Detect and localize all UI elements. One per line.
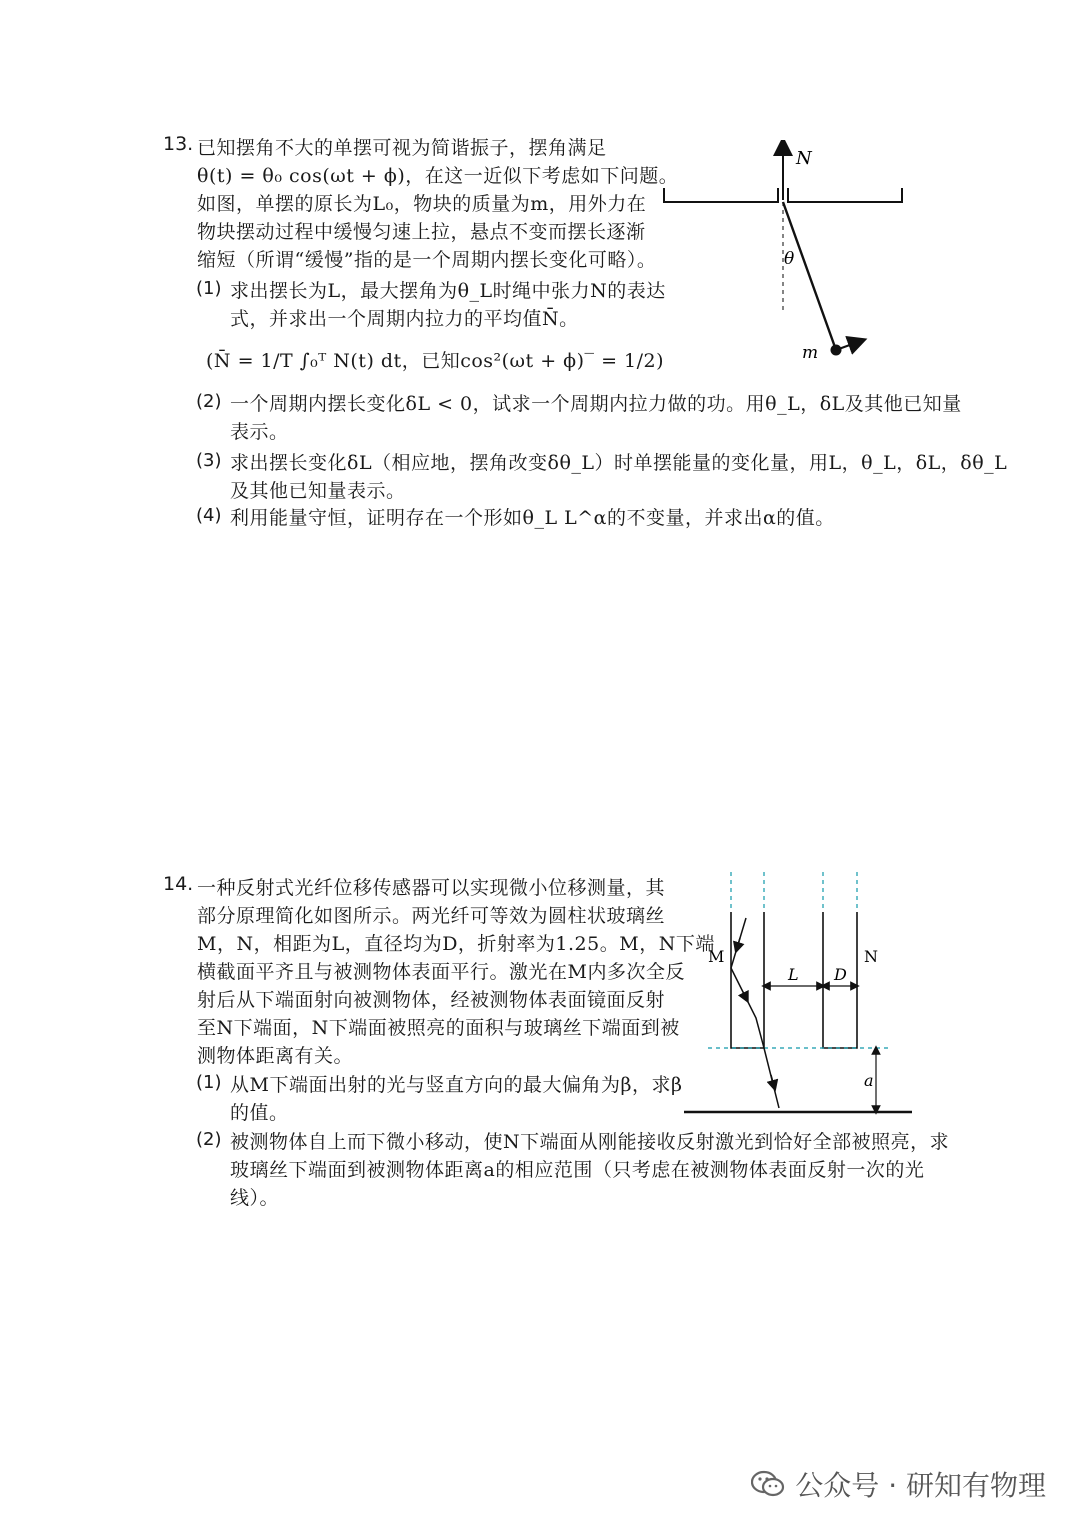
label-a: a: [864, 1071, 874, 1090]
q13-formula: (N̄ = 1/T ∫₀ᵀ N(t) dt，已知cos²(ωt + ϕ)‾ = 1/2): [206, 350, 665, 372]
q13-line-5: 缩短（所谓“缓慢”指的是一个周期内摆长变化可略）。: [197, 249, 657, 271]
part-label: (1): [196, 1072, 222, 1093]
label-n: N: [796, 148, 812, 169]
label-d: D: [834, 965, 847, 984]
q13-line-3: 如图，单摆的原长为L₀，物块的质量为m，用外力在: [197, 193, 647, 215]
q14-line-4: 横截面平齐且与被测物体表面平行。激光在M内多次全反: [197, 961, 685, 983]
q14-p2-line-1: 被测物体自上而下微小移动，使N下端面从刚能接收反射激光到恰好全部被照亮，求: [230, 1131, 950, 1153]
label-m: M: [708, 947, 725, 966]
part-label: (2): [196, 391, 222, 412]
label-n: N: [864, 947, 878, 966]
label-l: L: [788, 965, 799, 984]
pendulum-string: [783, 202, 836, 350]
right-ceiling-bracket: [788, 188, 902, 202]
q14-p2-line-2: 玻璃丝下端面到被测物体距离a的相应范围（只考虑在被测物体表面反射一次的光: [230, 1159, 925, 1181]
left-ceiling-bracket: [664, 188, 778, 202]
pendulum-diagram: [660, 140, 910, 370]
wechat-icon: [751, 1470, 785, 1498]
part-label: (4): [196, 505, 222, 526]
q13-p1-line-2: 式，并求出一个周期内拉力的平均值N̄。: [230, 308, 579, 330]
q14-p1-line-2: 的值。: [230, 1102, 289, 1124]
watermark-text: 公众号 · 研知有物理: [795, 1469, 1046, 1502]
q13-line-1: 已知摆角不大的单摆可视为简谐振子，摆角满足: [197, 137, 607, 159]
fiber-sensor-diagram: [680, 868, 920, 1118]
q14-line-7: 测物体距离有关。: [197, 1045, 354, 1067]
q13-line-2: θ(t) = θ₀ cos(ωt + ϕ)，在这一近似下考虑如下问题。: [197, 165, 679, 187]
part-label: (1): [196, 278, 222, 299]
ray-arrow-1: [737, 938, 740, 948]
q13-p4-line-1: 利用能量守恒，证明存在一个形如θ_L L^α的不变量，并求出α的值。: [230, 507, 835, 529]
question-number: 13.: [163, 133, 194, 155]
q14-line-5: 射后从下端面射向被测物体，经被测物体表面镜面反射: [197, 989, 666, 1011]
label-m: m: [802, 343, 819, 363]
q14-line-2: 部分原理简化如图所示。两光纤可等效为圆柱状玻璃丝: [197, 905, 666, 927]
q13-p3-line-2: 及其他已知量表示。: [230, 480, 406, 502]
question-number: 14.: [163, 873, 194, 895]
q13-p2-line-2: 表示。: [230, 421, 289, 443]
watermark: [751, 1464, 1046, 1504]
part-label: (2): [196, 1129, 222, 1150]
q14-p2-line-3: 线）。: [230, 1187, 280, 1209]
label-theta: θ: [784, 249, 795, 269]
q13-p2-line-1: 一个周期内摆长变化δL < 0，试求一个周期内拉力做的功。用θ_L，δL及其他已知量: [230, 393, 962, 415]
q14-line-6: 至N下端面，N下端面被照亮的面积与玻璃丝下端面到被: [197, 1017, 680, 1039]
ray-arrow-2: [743, 992, 746, 998]
part-label: (3): [196, 450, 222, 471]
q13-p1-line-1: 求出摆长为L，最大摆角为θ_L时绳中张力N的表达: [230, 280, 666, 302]
q13-p3-line-1: 求出摆长变化δL（相应地，摆角改变δθ_L）时单摆能量的变化量，用L，θ_L，δL，δθ_L: [230, 452, 1008, 474]
q14-line-1: 一种反射式光纤位移传感器可以实现微小位移测量，其: [197, 877, 666, 899]
q14-line-3: M，N，相距为L，直径均为D，折射率为1.25。M，N下端: [197, 933, 715, 955]
q13-line-4: 物块摆动过程中缓慢匀速上拉，悬点不变而摆长逐渐: [197, 221, 646, 243]
q14-p1-line-1: 从M下端面出射的光与竖直方向的最大偏角为β，求β: [230, 1074, 683, 1096]
